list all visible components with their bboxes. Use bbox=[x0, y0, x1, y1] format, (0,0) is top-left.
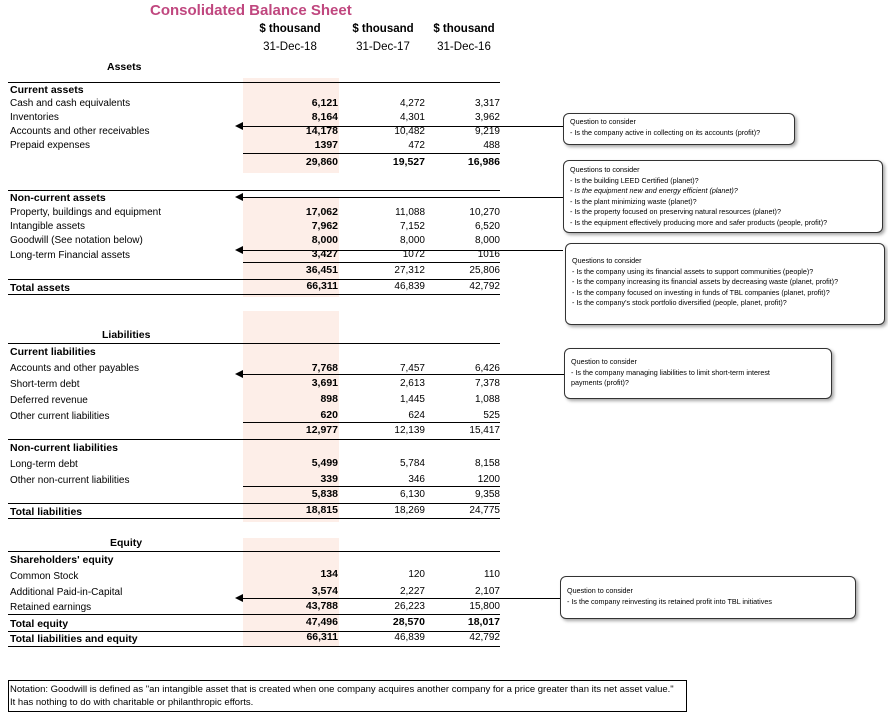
callout-title: Question to consider bbox=[571, 357, 637, 366]
value-2017: 7,152 bbox=[399, 221, 425, 232]
current-assets-total-2018: 29,860 bbox=[305, 156, 338, 168]
callout-title: Question to consider bbox=[567, 586, 633, 595]
callout-retained-earnings bbox=[560, 576, 856, 619]
divider bbox=[8, 343, 500, 344]
total-equity-label: Total equity bbox=[10, 618, 69, 630]
callout-line: payments (profit)? bbox=[571, 378, 629, 387]
equity-heading: Equity bbox=[110, 537, 143, 549]
value-2016: 7,378 bbox=[474, 378, 500, 389]
row-label: Short-term debt bbox=[10, 379, 80, 390]
total-equity-2018: 47,496 bbox=[305, 616, 338, 628]
row-label: Other non-current liabilities bbox=[10, 475, 130, 486]
value-2017: 120 bbox=[408, 569, 425, 580]
callout-line: - Is the company's stock portfolio diversified (people, planet, profit)? bbox=[572, 298, 787, 307]
current-liabilities-heading: Current liabilities bbox=[10, 346, 96, 358]
callout-title: Question to consider bbox=[570, 117, 636, 126]
arrow-left-icon bbox=[235, 370, 243, 378]
value-2016: 1016 bbox=[477, 249, 500, 260]
value-2017: 26,223 bbox=[394, 601, 425, 612]
liabilities-heading: Liabilities bbox=[102, 329, 151, 341]
noncurrent-liabilities-total-2017: 6,130 bbox=[399, 489, 425, 500]
total-equity-2016: 18,017 bbox=[467, 616, 500, 628]
value-2016: 8,000 bbox=[474, 235, 500, 246]
value-2016: 9,219 bbox=[474, 126, 500, 137]
value-2017: 2,227 bbox=[399, 586, 425, 597]
callout-line: - Is the equipment new and energy efficient (planet)? bbox=[570, 186, 738, 195]
value-2017: 11,088 bbox=[395, 207, 425, 218]
value-2018: 14,178 bbox=[305, 125, 338, 137]
divider bbox=[8, 82, 500, 83]
subtotal-rule bbox=[243, 153, 500, 154]
row-label: Inventories bbox=[10, 112, 59, 123]
noncurrent-assets-total-2017: 27,312 bbox=[394, 265, 425, 276]
total-liabilities-equity-2016: 42,792 bbox=[469, 632, 500, 643]
divider bbox=[8, 279, 500, 280]
row-label: Retained earnings bbox=[10, 602, 92, 613]
value-2016: 8,158 bbox=[474, 458, 500, 469]
value-2017: 5,784 bbox=[399, 458, 425, 469]
divider bbox=[8, 551, 500, 552]
arrow-line bbox=[240, 250, 563, 251]
noncurrent-assets-total-2018: 36,451 bbox=[305, 264, 338, 276]
value-2017: 8,000 bbox=[399, 235, 425, 246]
row-label: Cash and cash equivalents bbox=[10, 98, 131, 109]
arrow-left-icon bbox=[235, 122, 243, 130]
value-2016: 1,088 bbox=[474, 394, 500, 405]
column-unit-2016: $ thousand bbox=[433, 23, 495, 35]
callout-financial-assets bbox=[565, 243, 885, 325]
notation-line-1: Notation: Goodwill is defined as "an intangible asset that is created when one company acquires another company for a price greater than its net asset value." bbox=[10, 684, 674, 695]
total-liabilities-2018: 18,815 bbox=[305, 504, 338, 516]
arrow-left-icon bbox=[235, 193, 243, 201]
row-label: Prepaid expenses bbox=[10, 140, 91, 151]
value-2016: 10,270 bbox=[469, 207, 500, 218]
total-liabilities-equity-2017: 46,839 bbox=[394, 632, 425, 643]
divider bbox=[8, 631, 500, 632]
value-2016: 3,962 bbox=[474, 112, 500, 123]
value-2018: 3,427 bbox=[311, 248, 338, 260]
current-liabilities-total-2016: 15,417 bbox=[469, 425, 500, 436]
row-label: Long-term debt bbox=[10, 459, 78, 470]
callout-title: Questions to consider bbox=[572, 256, 642, 265]
divider bbox=[8, 614, 500, 615]
total-equity-2017: 28,570 bbox=[392, 616, 425, 628]
value-2017: 624 bbox=[408, 410, 425, 421]
column-date-2017: 31-Dec-17 bbox=[356, 41, 410, 53]
value-2018: 3,691 bbox=[311, 377, 338, 389]
value-2017: 7,457 bbox=[399, 363, 425, 374]
divider bbox=[8, 294, 500, 295]
value-2017: 1,445 bbox=[399, 394, 425, 405]
value-2016: 488 bbox=[483, 140, 500, 151]
value-2018: 620 bbox=[320, 409, 338, 421]
notation-box bbox=[8, 680, 687, 712]
total-assets-2016: 42,792 bbox=[469, 281, 500, 292]
divider bbox=[8, 503, 500, 504]
callout-line: - Is the company reinvesting its retained profit into TBL initiatives bbox=[567, 596, 772, 606]
value-2017: 10,482 bbox=[394, 126, 425, 137]
total-liabilities-equity-label: Total liabilities and equity bbox=[10, 633, 138, 645]
current-assets-total-2016: 16,986 bbox=[467, 156, 500, 168]
callout-line: - Is the company focused on investing in funds of TBL companies (planet, profit)? bbox=[572, 287, 830, 297]
value-2016: 525 bbox=[483, 410, 500, 421]
row-label: Intangible assets bbox=[10, 221, 86, 232]
shareholders-equity-heading: Shareholders' equity bbox=[10, 554, 114, 566]
divider bbox=[8, 439, 500, 440]
value-2018: 3,574 bbox=[311, 585, 338, 597]
total-liabilities-equity-2018: 66,311 bbox=[306, 631, 338, 643]
callout-line: - Is the company increasing its financial assets by decreasing waste (planet, profit)? bbox=[572, 277, 839, 286]
value-2016: 15,800 bbox=[469, 601, 500, 612]
column-date-2018: 31-Dec-18 bbox=[263, 41, 317, 53]
noncurrent-liabilities-total-2018: 5,838 bbox=[311, 488, 338, 500]
subtotal-rule bbox=[243, 422, 500, 423]
callout-line: - Is the company managing liabilities to limit short-term interest bbox=[571, 367, 770, 377]
row-label: Other current liabilities bbox=[10, 411, 110, 422]
arrow-left-icon bbox=[235, 594, 243, 602]
value-2017: 4,301 bbox=[399, 112, 425, 123]
column-unit-2018: $ thousand bbox=[259, 23, 321, 35]
value-2016: 6,426 bbox=[474, 363, 500, 374]
row-label: Property, buildings and equipment bbox=[10, 207, 162, 218]
arrow-line bbox=[240, 126, 563, 127]
row-label: Goodwill (See notation below) bbox=[10, 235, 143, 246]
row-label: Deferred revenue bbox=[10, 395, 88, 406]
total-assets-label: Total assets bbox=[10, 282, 70, 294]
callout-receivables bbox=[563, 113, 795, 145]
callout-line: - Is the equipment effectively producing more and safer products (people, profit)? bbox=[570, 217, 828, 227]
value-2018: 898 bbox=[320, 393, 338, 405]
total-liabilities-2016: 24,775 bbox=[469, 505, 500, 516]
current-liabilities-total-2017: 12,139 bbox=[394, 425, 425, 436]
arrow-line bbox=[240, 598, 560, 599]
divider bbox=[8, 646, 500, 647]
arrow-left-icon bbox=[235, 246, 243, 254]
total-liabilities-2017: 18,269 bbox=[394, 505, 425, 516]
callout-title: Questions to consider bbox=[570, 165, 640, 174]
current-assets-total-2017: 19,527 bbox=[392, 156, 425, 168]
column-date-2016: 31-Dec-16 bbox=[437, 41, 491, 53]
callout-noncurrent-assets bbox=[563, 160, 883, 233]
callout-line: - Is the building LEED Certified (planet)? bbox=[570, 175, 699, 185]
subtotal-rule bbox=[243, 486, 500, 487]
value-2018: 43,788 bbox=[305, 600, 338, 612]
noncurrent-assets-total-2016: 25,806 bbox=[469, 265, 500, 276]
value-2017: 1072 bbox=[402, 249, 425, 260]
value-2018: 5,499 bbox=[311, 457, 338, 469]
value-2018: 7,962 bbox=[311, 220, 338, 232]
noncurrent-assets-heading: Non-current assets bbox=[10, 192, 106, 204]
row-label: Additional Paid-in-Capital bbox=[10, 587, 123, 598]
arrow-line bbox=[240, 374, 564, 375]
page-title: Consolidated Balance Sheet bbox=[150, 2, 352, 19]
callout-payables bbox=[564, 348, 832, 399]
value-2018: 6,121 bbox=[311, 97, 338, 109]
divider bbox=[8, 518, 500, 519]
value-2017: 346 bbox=[408, 474, 425, 485]
value-2018: 1397 bbox=[314, 139, 338, 151]
value-2018: 8,164 bbox=[311, 111, 338, 123]
subtotal-rule bbox=[243, 262, 500, 263]
callout-line: - Is the plant minimizing waste (planet)? bbox=[570, 196, 697, 206]
value-2016: 3,317 bbox=[474, 98, 500, 109]
value-2018: 339 bbox=[320, 473, 338, 485]
assets-heading: Assets bbox=[107, 61, 142, 73]
row-label: Accounts and other payables bbox=[10, 363, 139, 374]
divider bbox=[8, 190, 500, 191]
row-label: Accounts and other receivables bbox=[10, 126, 150, 137]
callout-line: - Is the company using its financial assets to support communities (people)? bbox=[572, 266, 814, 276]
value-2017: 2,613 bbox=[399, 378, 425, 389]
notation-line-2: It has nothing to do with charitable or philanthropic efforts. bbox=[10, 697, 254, 708]
value-2017: 4,272 bbox=[399, 98, 425, 109]
value-2016: 6,520 bbox=[474, 221, 500, 232]
callout-line: - Is the property focused on preserving natural resources (planet)? bbox=[570, 207, 781, 216]
noncurrent-liabilities-total-2016: 9,358 bbox=[474, 489, 500, 500]
value-2018: 7,768 bbox=[311, 362, 338, 374]
value-2018: 17,062 bbox=[305, 206, 338, 218]
value-2016: 110 bbox=[484, 569, 500, 580]
row-label: Common Stock bbox=[10, 571, 79, 582]
total-assets-2018: 66,311 bbox=[306, 280, 338, 292]
column-unit-2017: $ thousand bbox=[352, 23, 414, 35]
arrow-line bbox=[240, 197, 563, 198]
value-2018: 134 bbox=[320, 568, 338, 580]
value-2017: 472 bbox=[408, 140, 425, 151]
noncurrent-liabilities-heading: Non-current liabilities bbox=[10, 442, 118, 454]
value-2016: 1200 bbox=[477, 474, 500, 485]
callout-line: - Is the company active in collecting on its accounts (profit)? bbox=[570, 127, 761, 137]
total-liabilities-label: Total liabilities bbox=[10, 506, 83, 518]
current-liabilities-total-2018: 12,977 bbox=[305, 424, 338, 436]
row-label: Long-term Financial assets bbox=[10, 250, 131, 261]
value-2016: 2,107 bbox=[474, 586, 500, 597]
total-assets-2017: 46,839 bbox=[394, 281, 425, 292]
current-assets-heading: Current assets bbox=[10, 84, 84, 96]
value-2018: 8,000 bbox=[311, 234, 338, 246]
